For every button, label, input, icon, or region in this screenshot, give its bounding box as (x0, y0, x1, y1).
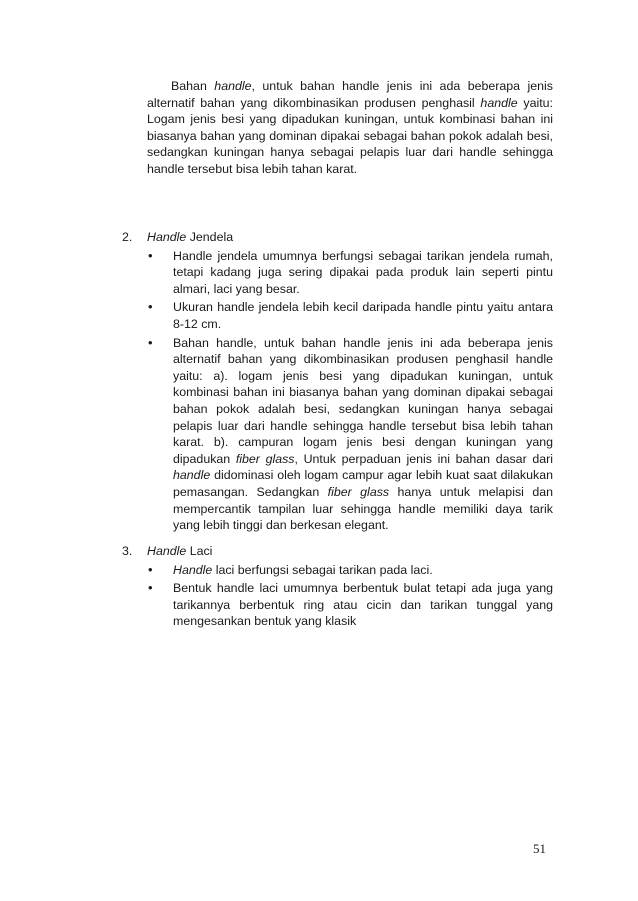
list-item-text-part: Ukuran handle jendela lebih kecil daripada handle pintu yaitu antara 8-12 cm. (173, 300, 553, 331)
bullet-list (122, 248, 553, 534)
intro-text: , untuk bahan handle jenis ini ada beberapa jenis alternatif bahan yang dikombinasikan produsen penghasil (147, 79, 553, 110)
list-item (122, 299, 553, 332)
bullet-icon: • (148, 247, 153, 263)
section-heading (122, 229, 553, 246)
section-title-rest: Jendela (186, 230, 234, 244)
intro-paragraph-block (147, 78, 553, 178)
intro-paragraph (147, 78, 553, 178)
list-item (122, 580, 553, 630)
section-title (147, 543, 212, 560)
intro-italic-term: handle (480, 95, 518, 110)
section-heading (122, 543, 553, 560)
intro-italic-term: handle (214, 79, 252, 93)
intro-text: yaitu: Logam jenis besi yang dipadukan kuningan, untuk kombinasi bahan ini biasanya bahan yang dominan dipakai sebagai bahan pokok adalah besi, sedangkan kuningan hanya sebagai pelapis luar dari handle sehingga handle tersebut bisa lebih tahan karat. (147, 95, 553, 176)
list-item-text (173, 248, 553, 298)
list-item (122, 562, 553, 579)
list-item-text (173, 580, 553, 630)
bullet-icon: • (148, 334, 153, 350)
list-item (122, 335, 553, 534)
section-number: 3. (122, 544, 133, 558)
section-number: 2. (122, 230, 133, 244)
list-item-text (173, 335, 553, 534)
bullet-icon: • (148, 561, 153, 577)
list-item-text-part: , Untuk perpaduan jenis ini bahan dasar dari (294, 451, 553, 466)
list-item-text-part: Bahan handle, untuk bahan handle jenis ini ada beberapa jenis alternatif bahan yang dikombinasikan produsen penghasil handle yaitu: a). logam jenis besi yang dipadukan kuningan, untuk kombinasi bahan ini biasanya bahan yang dominan dipakai sebagai bahan pokok adalah besi, sedangkan kuningan hanya sebagai pelapis luar dari handle sehingga handle tersebut bisa lebih tahan karat. b). campuran logam jenis besi dengan kuningan yang dipadukan (173, 335, 553, 466)
list-item-text (173, 299, 553, 332)
list-item-text-part: laci berfungsi sebagai tarikan pada laci. (212, 562, 433, 577)
bullet-icon: • (148, 580, 153, 596)
section-title (147, 229, 233, 246)
list-item-italic-term: fiber glass (235, 451, 295, 466)
list-item-text-part: Handle jendela umumnya berfungsi sebagai tarikan jendela rumah, tetapi kadang juga sering dipakai pada produk lain seperti pintu almari, laci yang besar. (173, 248, 553, 296)
list-item-text-part: hanya untuk melapisi dan mempercantik tampilan luar sehingga handle memiliki daya tarik yang lebih tinggi dan berkesan elegant. (173, 484, 554, 533)
list-item-text (173, 562, 553, 579)
section-title-italic: Handle (147, 544, 187, 558)
section-handle-laci (122, 543, 553, 632)
intro-text: Bahan (171, 79, 215, 93)
section-title-italic: Handle (147, 230, 187, 244)
page-number: 51 (533, 841, 546, 856)
bullet-list (122, 562, 553, 630)
section-title-rest: Laci (186, 544, 213, 558)
bullet-icon: • (148, 299, 153, 315)
list-item-italic-term: handle (173, 468, 211, 483)
list-item-italic-term: Handle (173, 562, 213, 577)
list-item-italic-term: fiber glass (327, 484, 390, 499)
list-item-text-part: Bentuk handle laci umumnya berbentuk bulat tetapi ada juga yang tarikannya berbentuk ring atau cicin dan tarikan tunggal yang mengesankan bentuk yang klasik (173, 581, 553, 629)
section-handle-jendela (122, 229, 553, 536)
list-item-text-part: didominasi oleh logam campur agar lebih kuat saat dilakukan pemasangan. Sedangkan (173, 468, 553, 499)
list-item (122, 248, 553, 298)
